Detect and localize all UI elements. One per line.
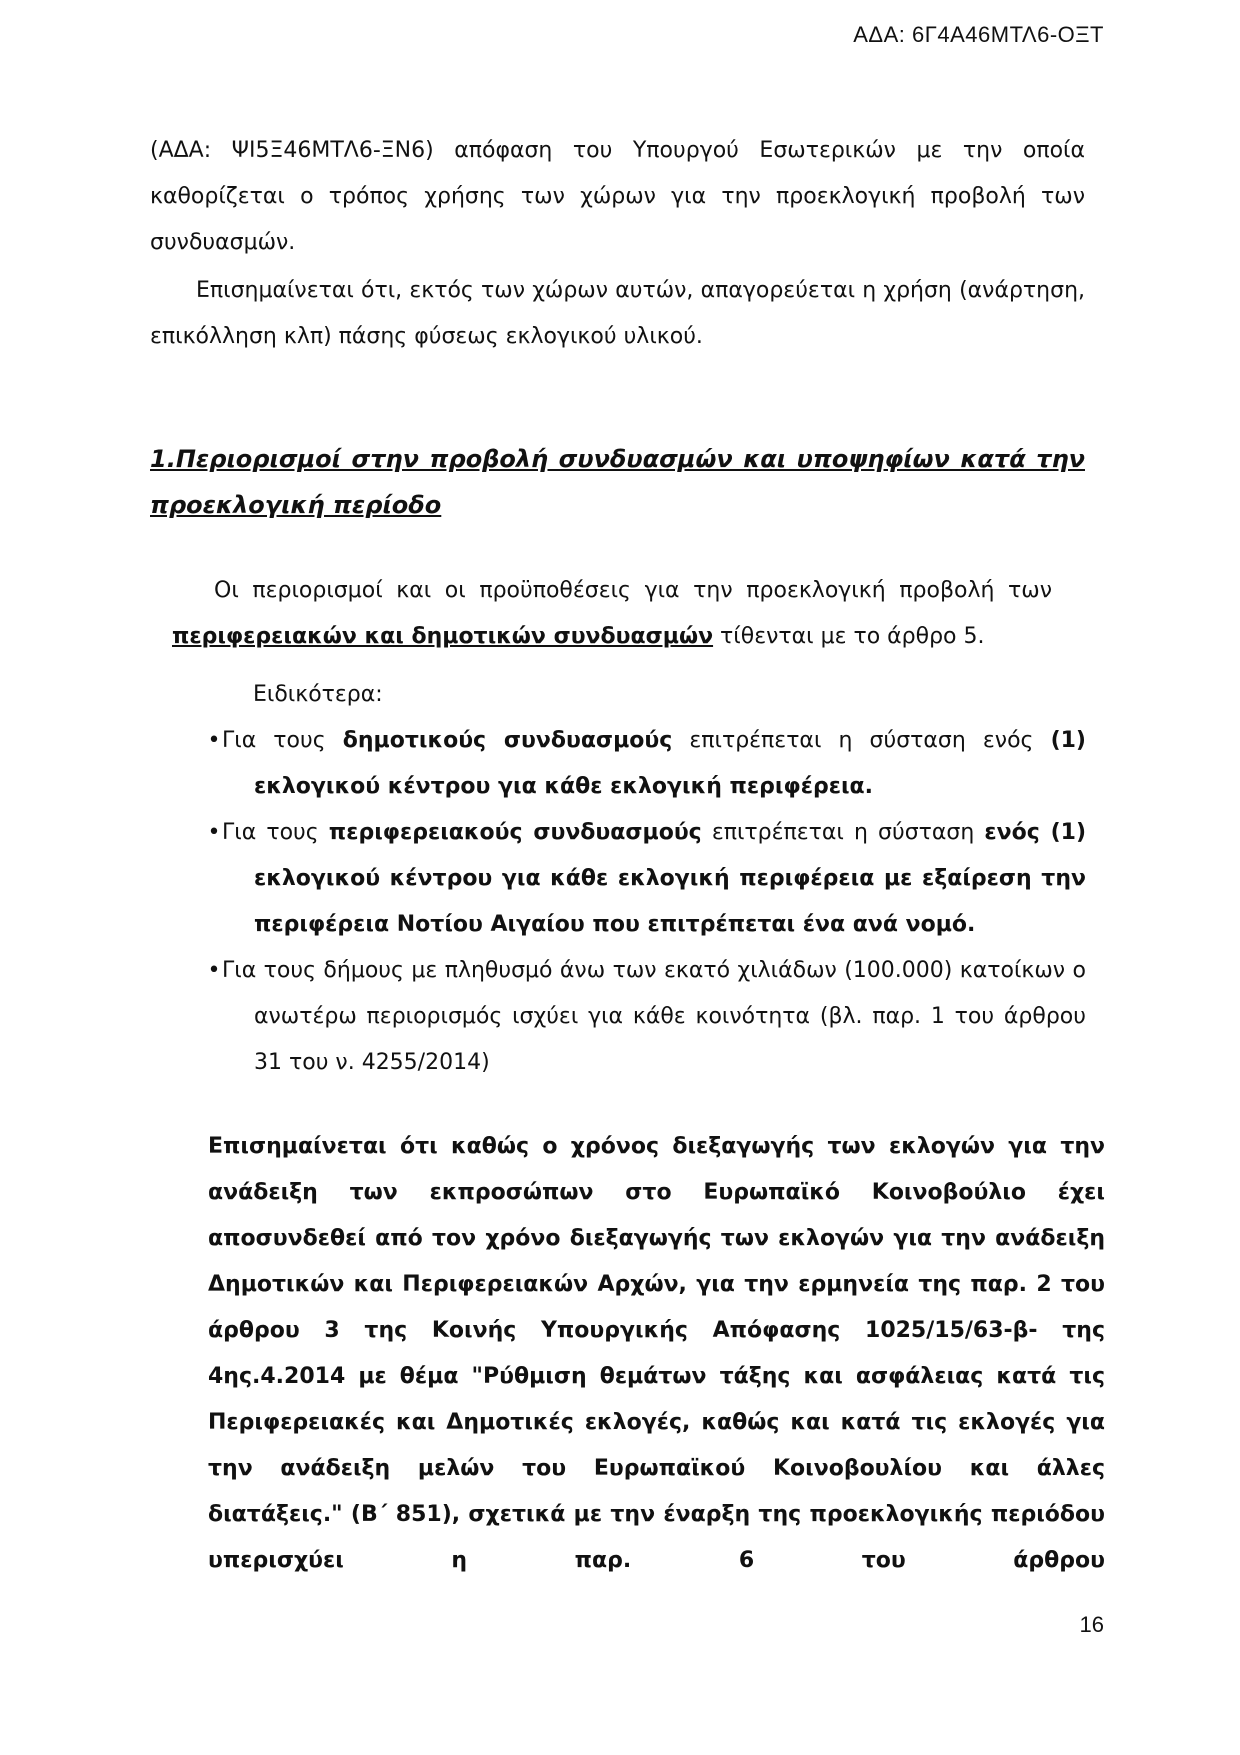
list-item <box>206 810 1086 948</box>
lead-emphasis: περιφερειακών και δημοτικών συνδυασμών <box>172 624 714 649</box>
list-item-bold: περιφερειακούς συνδυασμούς <box>328 820 702 845</box>
list-item <box>206 948 1086 1086</box>
list-item-text: Για τους δήμους με πληθυσμό άνω των εκατό χιλιάδων (100.000) κατοίκων ο ανωτέρω περιορισμός ισχύει για κάθε κοινότητα (βλ. παρ. 1 του άρθρου 31 του ν. 4255/2014) <box>222 958 1086 1075</box>
list-item-middle: επιτρέπεται η σύσταση <box>701 820 985 845</box>
section-lead-paragraph <box>172 568 1052 660</box>
section-heading: 1.Περιορισμοί στην προβολή συνδυασμών και υποψηφίων κατά την προεκλογική περίοδο <box>150 445 1085 519</box>
list-item <box>206 718 1086 810</box>
lead-text-start: Οι περιορισμοί και οι προϋποθέσεις για την προεκλογική προβολή των <box>214 578 1052 603</box>
notice-paragraph: Επισημαίνεται ότι, εκτός των χώρων αυτών, απαγορεύεται η χρήση (ανάρτηση, επικόλληση κλπ) πάσης φύσεως εκλογικού υλικού. <box>150 278 1085 349</box>
intro-paragraph: (ΑΔΑ: ΨΙ5Ξ46ΜΤΛ6-ΞΝ6) απόφαση του Υπουργού Εσωτερικών με την οποία καθορίζεται ο τρόπος χρήσης των χώρων για την προεκλογική προβολή των συνδυασμών. <box>150 138 1085 255</box>
document-ada-code: ΑΔΑ: 6Γ4Α46ΜΤΛ6-ΟΞΤ <box>853 22 1104 47</box>
list-item-bold-tail: (1) εκλογικού κέντρου για κάθε εκλογική περιφέρεια. <box>254 728 1086 799</box>
lead-text-end: τίθενται με το άρθρο 5. <box>713 624 985 649</box>
list-item-prefix: Για τους <box>222 728 343 753</box>
list-item-prefix: Για τους <box>222 820 329 845</box>
bullet-icon: • <box>207 958 221 983</box>
list-item-middle: επιτρέπεται η σύσταση ενός <box>672 728 1051 753</box>
bullet-icon: • <box>207 728 221 753</box>
specifically-label: Ειδικότερα: <box>253 682 383 707</box>
closing-paragraph: Επισημαίνεται ότι καθώς ο χρόνος διεξαγωγής των εκλογών για την ανάδειξη των εκπροσώπων στο Ευρωπαϊκό Κοινοβούλιο έχει αποσυνδεθεί από τον χρόνο διεξαγωγής των εκλογών για την ανάδειξη Δημοτικών και Περιφερειακών Αρχών, για την ερμηνεία της παρ. 2 του άρθρου 3 της Κοινής Υπουργικής Απόφασης 1025/15/63-β- της 4ης.4.2014 με θέμα "Ρύθμιση θεμάτων τάξης και ασφάλειας κατά τις Περιφερειακές και Δημοτικές εκλογές, καθώς και κατά τις εκλογές για την ανάδειξη μελών του Ευρωπαϊκού Κοινοβουλίου και άλλες διατάξεις." (Β΄ 851), σχετικά με την έναρξη της προεκλογικής περιόδου υπερισχύει η παρ. 6 του άρθρου <box>208 1134 1105 1573</box>
list-item-bold: δημοτικούς συνδυασμούς <box>342 728 673 753</box>
intro-section <box>150 128 1085 360</box>
page-number: 16 <box>1079 1612 1104 1637</box>
restrictions-list <box>206 718 1086 1086</box>
bullet-icon: • <box>207 820 221 845</box>
list-item-bold-tail: ενός (1) εκλογικού κέντρου για κάθε εκλογική περιφέρεια με εξαίρεση την περιφέρεια Νοτίου Αιγαίου που επιτρέπεται ένα ανά νομό. <box>254 820 1086 937</box>
